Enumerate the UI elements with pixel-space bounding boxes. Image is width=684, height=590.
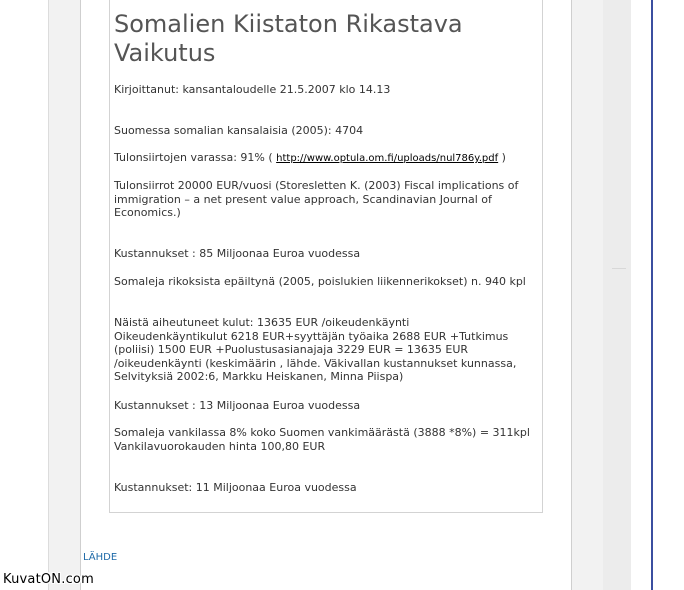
paragraph-costs-crime: Kustannukset : 13 Miljoonaa Euroa vuodessa [114,399,361,412]
left-gutter [0,0,48,590]
welfare-text-suffix: ) [498,151,506,164]
source-link[interactable]: LÄHDE [83,552,118,563]
paragraph-welfare-dependency [114,151,542,166]
source-pdf-link[interactable]: http://www.optula.om.fi/uploads/nul786y.pdf [276,153,499,164]
paragraph-crime-suspects: Somaleja rikoksista epäiltynä (2005, poislukien liikennerikokset) n. 940 kpl [114,275,526,288]
paragraph-court-costs: Näistä aiheutuneet kulut: 13635 EUR /oikeudenkäynti Oikeudenkäyntikulut 6218 EUR+syyttäjän työaika 2688 EUR +Tutkimus (poliisi) 1500 EUR +Puolustusasianajaja 3229 EUR = 13635 EUR /oikeudenkäynti (keskimäärin , lähde. Väkivallan kustannukset kunnassa, Selvityksiä 2002:6, Markku Heiskanen, Minna Piispa) [114,316,517,384]
paragraph-transfers: Tulonsiirrot 20000 EUR/vuosi (Storesletten K. (2003) Fiscal implications of immigration – a net present value approach, Scandinavian Journal of Economics.) [114,179,519,220]
paragraph-prison: Somaleja vankilassa 8% koko Suomen vankimäärästä (3888 *8%) = 311kpl Vankilavuorokauden hinta 100,80 EUR [114,426,530,453]
watermark-logo: KuvatON.com [3,572,94,587]
article-byline: Kirjoittanut: kansantaloudelle 21.5.2007 klo 14.13 [114,83,391,96]
sidebar-divider [612,268,626,273]
paragraph-costs-prison: Kustannukset: 11 Miljoonaa Euroa vuodessa [114,481,357,494]
right-edge [653,0,684,590]
right-sidebar-gray [603,0,631,590]
paragraph-population: Suomessa somalian kansalaisia (2005): 4704 [114,124,364,137]
right-sidebar-white [631,0,651,590]
article-title: Somalien Kiistaton Rikastava Vaikutus [114,10,463,67]
welfare-text: Tulonsiirtojen varassa: 91% ( [114,151,277,164]
paragraph-costs-transfers: Kustannukset : 85 Miljoonaa Euroa vuodessa [114,247,361,260]
